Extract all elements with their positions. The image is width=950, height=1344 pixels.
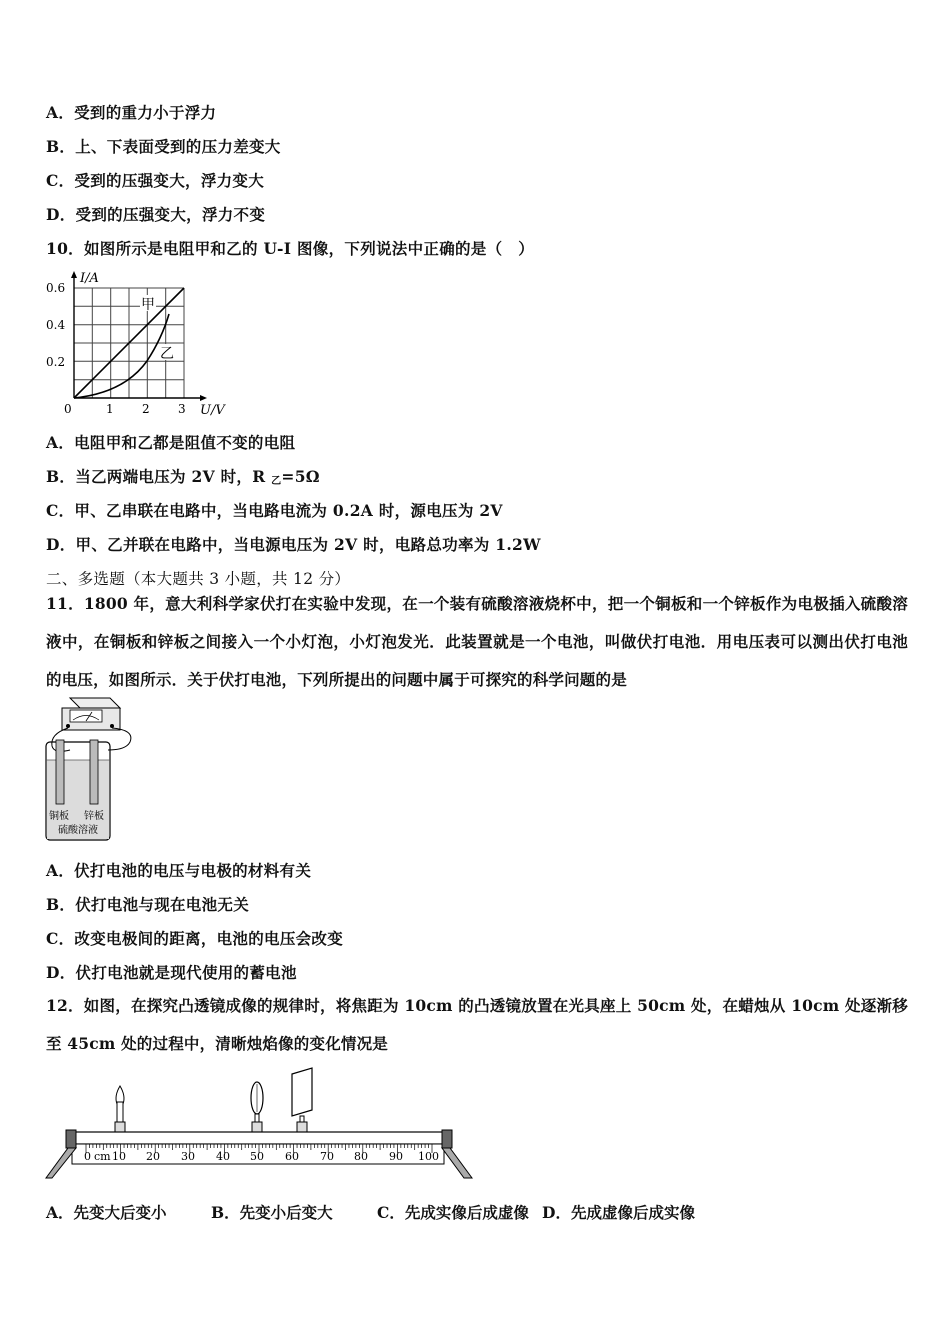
- scale-label: 70: [320, 1150, 334, 1163]
- screen-icon: [292, 1068, 312, 1132]
- q10-stem: 10．如图所示是电阻甲和乙的 U-I 图像，下列说法中正确的是（ ）: [46, 239, 534, 258]
- candle-icon: [115, 1086, 125, 1132]
- zinc-label: 锌板: [84, 811, 104, 822]
- q9-option-b: B．上、下表面受到的压力差变大: [46, 137, 281, 156]
- q9-option-a: A．受到的重力小于浮力: [46, 103, 217, 122]
- q11-voltaic-cell-figure: [40, 694, 150, 844]
- y-tick: 0.4: [46, 318, 66, 332]
- q11-option-c: C．改变电极间的距离，电池的电压会改变: [46, 929, 344, 948]
- scale-label: 10: [112, 1150, 126, 1163]
- q10-option-a: A．电阻甲和乙都是阻值不变的电阻: [46, 433, 296, 452]
- q12-optical-bench-figure: [44, 1060, 474, 1185]
- curve-yi: [74, 314, 169, 398]
- x-axis-arrow-icon: [200, 395, 207, 401]
- q12-options: [46, 1201, 695, 1223]
- x-axis-label: U/V: [200, 403, 225, 418]
- q12-option-d: D．先成虚像后成实像: [542, 1203, 695, 1222]
- q11-option-a: A．伏打电池的电压与电极的材料有关: [46, 861, 312, 880]
- curve-label-yi: 乙: [160, 346, 174, 362]
- q9-option-d: D．受到的压强变大，浮力不变: [46, 205, 266, 224]
- q9-option-c: C．受到的压强变大，浮力变大: [46, 171, 265, 190]
- q11-stem: 11．1800 年，意大利科学家伏打在实验中发现，在一个装有硫酸溶液烧杯中，把一个铜板和一个锌板作为电极插入硫酸溶液中，在铜板和锌板之间接入一个小灯泡，小灯泡发光．此装置就是一个电池，叫做伏打电池．用电压表可以测出伏打电池的电压，如图所示．关于伏打电池，下列所提出的问题中属于可探究的科学问题的是: [46, 594, 908, 689]
- voltmeter-icon: [62, 698, 120, 730]
- copper-label: 铜板: [49, 811, 69, 822]
- scale-label: 30: [181, 1150, 195, 1163]
- q11-option-b: B．伏打电池与现在电池无关: [46, 895, 250, 914]
- q12-option-a: A．先变大后变小: [46, 1203, 167, 1222]
- y-tick: 0.2: [46, 355, 66, 369]
- q12-stem: 12．如图，在探究凸透镜成像的规律时，将焦距为 10cm 的凸透镜放置在光具座上 50cm 处，在蜡烛从 10cm 处逐渐移至 45cm 处的过程中，清晰烛焰像的变化情况是: [46, 996, 908, 1053]
- scale-label: 50: [250, 1150, 264, 1163]
- scale-label: 0: [84, 1150, 91, 1163]
- y-axis-label: I/A: [80, 271, 99, 286]
- section-heading: 二、多选题（本大题共 3 小题，共 12 分）: [46, 570, 351, 588]
- x-tick: 3: [178, 402, 186, 416]
- convex-lens-icon: [251, 1082, 263, 1132]
- solution-label: 硫酸溶液: [58, 825, 98, 836]
- bench-rail: [72, 1132, 444, 1144]
- right-leg: [442, 1148, 472, 1178]
- scale-label: 40: [216, 1150, 230, 1163]
- scale-unit: cm: [94, 1150, 111, 1163]
- x-tick: 1: [106, 402, 114, 416]
- curve-label-jia: 甲: [141, 297, 155, 313]
- q10-option-d: D．甲、乙并联在电路中，当电源电压为 2V 时，电路总功率为 1.2W: [46, 535, 541, 554]
- q12-option-c: C．先成实像后成虚像: [377, 1203, 529, 1222]
- zinc-plate: [90, 740, 98, 804]
- q10-option-b: B．当乙两端电压为 2V 时，R $_乙$=5Ω: [46, 467, 320, 487]
- q10-option-c: C．甲、乙串联在电路中，当电路电流为 0.2A 时，源电压为 2V: [46, 501, 503, 520]
- q12-option-b: B．先变小后变大: [211, 1203, 333, 1222]
- scale-label: 90: [389, 1150, 403, 1163]
- scale-label: 60: [285, 1150, 299, 1163]
- y-axis-arrow-icon: [71, 271, 77, 278]
- scale-label: 20: [146, 1150, 160, 1163]
- x-tick: 2: [142, 402, 150, 416]
- q10-ui-graph: [44, 268, 234, 418]
- q11-option-d: D．伏打电池就是现代使用的蓄电池: [46, 963, 297, 982]
- x-tick: 0: [64, 402, 72, 416]
- scale-label: 80: [354, 1150, 368, 1163]
- y-tick: 0.6: [46, 281, 66, 295]
- copper-plate: [56, 740, 64, 804]
- scale-label: 100: [418, 1150, 439, 1163]
